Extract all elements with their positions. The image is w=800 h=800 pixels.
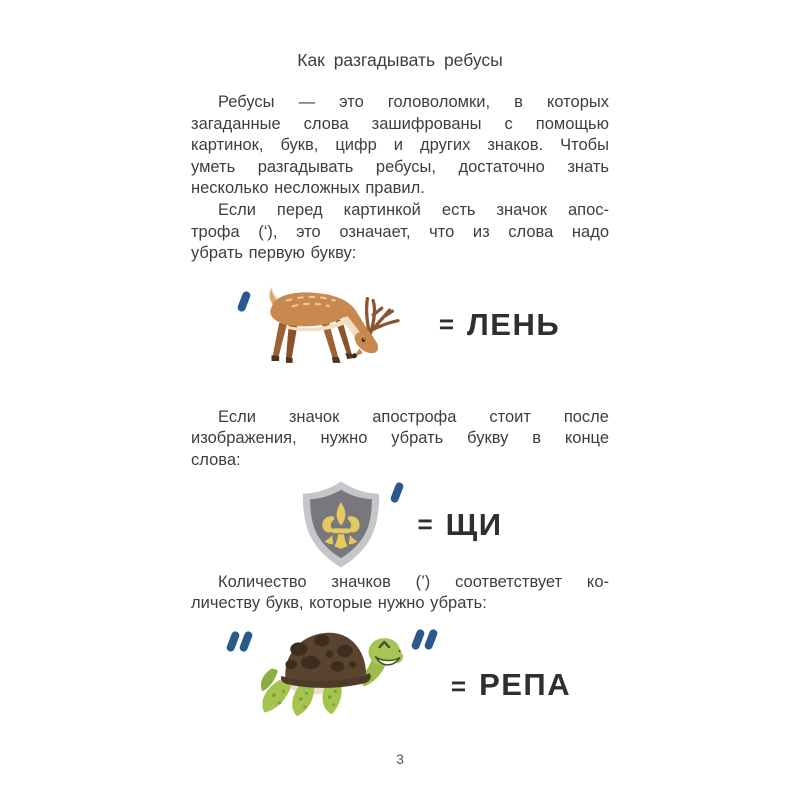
text-line: убрать первую букву: — [191, 244, 357, 263]
text-line: уметь разгадывать ребусы, достаточно знать — [191, 157, 609, 176]
double-apostrophe-mark — [414, 629, 435, 650]
text-line: слова: — [191, 450, 241, 469]
apostrophe-mark — [410, 628, 425, 650]
text-line: Ребусы — это головоломки, в которых — [218, 93, 609, 111]
apostrophe-mark — [423, 628, 438, 650]
spacer — [191, 367, 609, 407]
double-apostrophe-mark — [229, 631, 250, 652]
shield-illustration — [297, 478, 385, 572]
text-line: загаданные слова зашифрованы с помощью — [191, 114, 609, 133]
apostrophe-mark — [238, 630, 253, 652]
book-page — [191, 0, 609, 767]
spacer — [191, 472, 609, 476]
paragraph-rule-apostrophe-after — [191, 407, 609, 472]
apostrophe-mark — [390, 481, 405, 503]
answer-word: РЕПА — [479, 666, 572, 702]
apostrophe-mark — [225, 630, 240, 652]
equals-sign: = — [417, 509, 433, 540]
text-line: Количество значков (’) соответствует ко- — [218, 572, 609, 591]
text-line: Если перед картинкой есть значок апос- — [218, 200, 609, 219]
example-turtle — [191, 627, 609, 725]
paragraph-rule-apostrophe-before — [191, 200, 609, 265]
paragraph-rule-apostrophe-count — [191, 572, 609, 615]
text-line: несколько несложных правил. — [191, 179, 425, 198]
answer-word: ЛЕНЬ — [467, 306, 561, 342]
paragraph-intro — [191, 92, 609, 200]
equals-sign: = — [438, 309, 455, 340]
apostrophe-mark — [236, 290, 251, 312]
text-line: трофа (‘), это означает, что из слова надо — [191, 222, 609, 241]
text-line: изображения, нужно убрать букву в конце — [191, 429, 609, 448]
deer-illustration — [260, 284, 423, 366]
text-line: Если значок апострофа стоит после — [218, 407, 609, 426]
example-deer — [191, 283, 609, 367]
page-number: 3 — [396, 750, 404, 767]
text-line: личеству букв, которые нужно убрать: — [191, 594, 487, 613]
page-title: Как разгадывать ребусы — [297, 50, 503, 70]
equals-sign: = — [450, 671, 467, 702]
example-shield — [191, 478, 609, 572]
text-line: картинок, букв, цифр и других знаков. Чтобы — [191, 136, 609, 155]
turtle-illustration — [256, 628, 408, 724]
answer-word: ЩИ — [445, 506, 503, 542]
